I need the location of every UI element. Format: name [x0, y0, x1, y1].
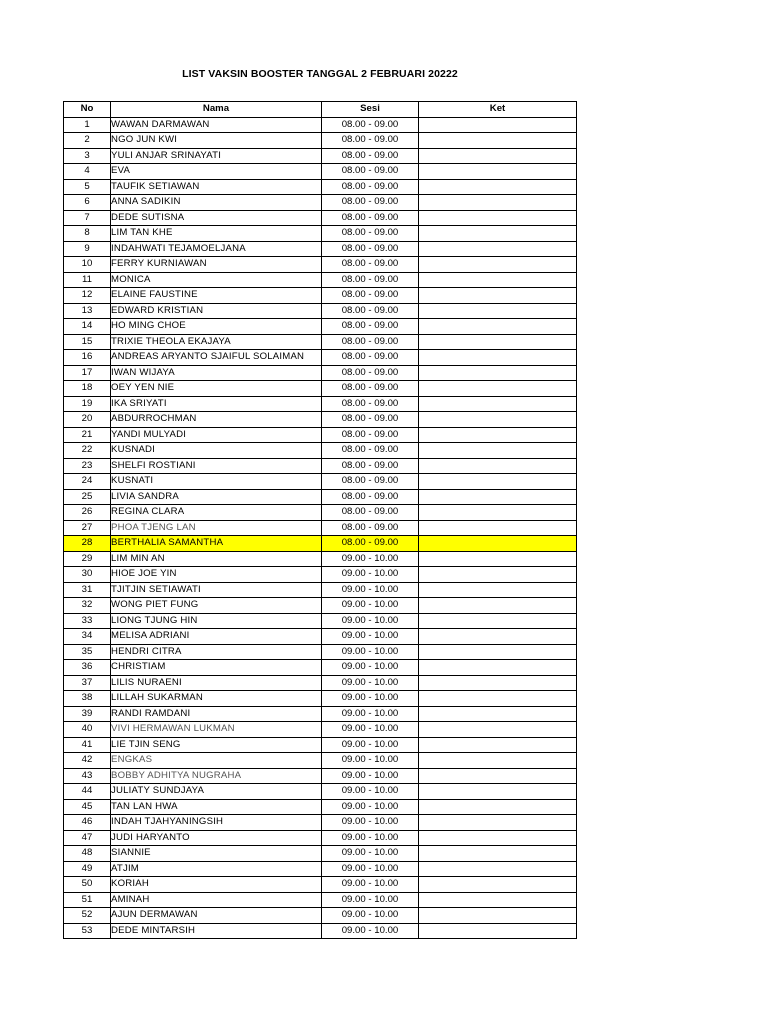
- cell-nama[interactable]: DEDE MINTARSIH: [111, 923, 322, 939]
- cell-no[interactable]: 23: [64, 458, 111, 474]
- cell-ket[interactable]: [419, 412, 577, 428]
- table-row: [64, 768, 577, 784]
- table-row: [64, 877, 577, 893]
- cell-no[interactable]: 1: [64, 117, 111, 133]
- cell-sesi[interactable]: 09.00 - 10.00: [322, 582, 419, 598]
- cell-no[interactable]: 46: [64, 815, 111, 831]
- table-header-row: [64, 102, 577, 118]
- cell-no[interactable]: 25: [64, 489, 111, 505]
- cell-ket[interactable]: [419, 784, 577, 800]
- table-row: [64, 536, 577, 552]
- cell-sesi[interactable]: 08.00 - 09.00: [322, 458, 419, 474]
- cell-no[interactable]: 2: [64, 133, 111, 149]
- cell-sesi[interactable]: 08.00 - 09.00: [322, 474, 419, 490]
- cell-nama[interactable]: LILLAH SUKARMAN: [111, 691, 322, 707]
- cell-nama[interactable]: HIOE JOE YIN: [111, 567, 322, 583]
- cell-ket[interactable]: [419, 582, 577, 598]
- cell-ket[interactable]: [419, 365, 577, 381]
- table-row: [64, 257, 577, 273]
- table-row: [64, 412, 577, 428]
- table-row: [64, 644, 577, 660]
- table-row: [64, 427, 577, 443]
- cell-sesi[interactable]: 08.00 - 09.00: [322, 179, 419, 195]
- table-row: [64, 753, 577, 769]
- table-row: [64, 892, 577, 908]
- cell-ket[interactable]: [419, 706, 577, 722]
- cell-no[interactable]: 45: [64, 799, 111, 815]
- cell-sesi[interactable]: 09.00 - 10.00: [322, 877, 419, 893]
- cell-nama[interactable]: LILIS NURAENI: [111, 675, 322, 691]
- cell-sesi[interactable]: 08.00 - 09.00: [322, 195, 419, 211]
- cell-sesi[interactable]: 08.00 - 09.00: [322, 505, 419, 521]
- cell-no[interactable]: 29: [64, 551, 111, 567]
- cell-sesi[interactable]: 08.00 - 09.00: [322, 272, 419, 288]
- cell-no[interactable]: 7: [64, 210, 111, 226]
- cell-sesi[interactable]: 08.00 - 09.00: [322, 117, 419, 133]
- cell-no[interactable]: 39: [64, 706, 111, 722]
- cell-ket[interactable]: [419, 861, 577, 877]
- cell-ket[interactable]: [419, 908, 577, 924]
- table-row: [64, 551, 577, 567]
- cell-no[interactable]: 50: [64, 877, 111, 893]
- cell-sesi[interactable]: 08.00 - 09.00: [322, 396, 419, 412]
- cell-sesi[interactable]: 08.00 - 09.00: [322, 319, 419, 335]
- cell-no[interactable]: 32: [64, 598, 111, 614]
- cell-no[interactable]: 10: [64, 257, 111, 273]
- cell-no[interactable]: 48: [64, 846, 111, 862]
- table-row: [64, 288, 577, 304]
- cell-ket[interactable]: [419, 675, 577, 691]
- cell-ket[interactable]: [419, 536, 577, 552]
- table-row: [64, 350, 577, 366]
- cell-sesi[interactable]: 08.00 - 09.00: [322, 427, 419, 443]
- table-row: [64, 365, 577, 381]
- cell-no[interactable]: 49: [64, 861, 111, 877]
- cell-no[interactable]: 22: [64, 443, 111, 459]
- table-row: [64, 226, 577, 242]
- table-row: [64, 908, 577, 924]
- cell-sesi[interactable]: 08.00 - 09.00: [322, 489, 419, 505]
- cell-nama[interactable]: TRIXIE THEOLA EKAJAYA: [111, 334, 322, 350]
- cell-sesi[interactable]: 08.00 - 09.00: [322, 412, 419, 428]
- cell-ket[interactable]: [419, 923, 577, 939]
- cell-no[interactable]: 20: [64, 412, 111, 428]
- cell-ket[interactable]: [419, 660, 577, 676]
- table-row: [64, 706, 577, 722]
- cell-ket[interactable]: [419, 815, 577, 831]
- cell-no[interactable]: 52: [64, 908, 111, 924]
- cell-sesi[interactable]: 09.00 - 10.00: [322, 846, 419, 862]
- cell-nama[interactable]: VIVI HERMAWAN LUKMAN: [111, 722, 322, 738]
- table-row: [64, 396, 577, 412]
- cell-nama[interactable]: ABDURROCHMAN: [111, 412, 322, 428]
- cell-sesi[interactable]: 08.00 - 09.00: [322, 257, 419, 273]
- cell-nama[interactable]: PHOA TJENG LAN: [111, 520, 322, 536]
- cell-sesi[interactable]: 08.00 - 09.00: [322, 443, 419, 459]
- cell-no[interactable]: 9: [64, 241, 111, 257]
- cell-nama[interactable]: EVA: [111, 164, 322, 180]
- cell-ket[interactable]: [419, 830, 577, 846]
- cell-no[interactable]: 6: [64, 195, 111, 211]
- cell-sesi[interactable]: 09.00 - 10.00: [322, 660, 419, 676]
- table-row: [64, 334, 577, 350]
- cell-sesi[interactable]: 09.00 - 10.00: [322, 598, 419, 614]
- cell-nama[interactable]: BOBBY ADHITYA NUGRAHA: [111, 768, 322, 784]
- cell-sesi[interactable]: 08.00 - 09.00: [322, 241, 419, 257]
- cell-ket[interactable]: [419, 768, 577, 784]
- cell-nama[interactable]: MELISA ADRIANI: [111, 629, 322, 645]
- cell-nama[interactable]: HENDRI CITRA: [111, 644, 322, 660]
- header-nama[interactable]: Nama: [111, 102, 322, 118]
- cell-no[interactable]: 40: [64, 722, 111, 738]
- cell-nama[interactable]: ANDREAS ARYANTO SJAIFUL SOLAIMAN: [111, 350, 322, 366]
- cell-nama[interactable]: TAN LAN HWA: [111, 799, 322, 815]
- cell-ket[interactable]: [419, 691, 577, 707]
- cell-nama[interactable]: IWAN WIJAYA: [111, 365, 322, 381]
- cell-no[interactable]: 15: [64, 334, 111, 350]
- table-row: [64, 660, 577, 676]
- cell-nama[interactable]: INDAH TJAHYANINGSIH: [111, 815, 322, 831]
- cell-sesi[interactable]: 09.00 - 10.00: [322, 629, 419, 645]
- cell-nama[interactable]: EDWARD KRISTIAN: [111, 303, 322, 319]
- cell-nama[interactable]: JUDI HARYANTO: [111, 830, 322, 846]
- table-row: [64, 675, 577, 691]
- cell-ket[interactable]: [419, 846, 577, 862]
- cell-no[interactable]: 43: [64, 768, 111, 784]
- cell-nama[interactable]: RANDI RAMDANI: [111, 706, 322, 722]
- table-row: [64, 474, 577, 490]
- cell-ket[interactable]: [419, 133, 577, 149]
- cell-nama[interactable]: FERRY KURNIAWAN: [111, 257, 322, 273]
- cell-sesi[interactable]: 09.00 - 10.00: [322, 923, 419, 939]
- cell-no[interactable]: 5: [64, 179, 111, 195]
- table-row: [64, 722, 577, 738]
- table-row: [64, 489, 577, 505]
- cell-nama[interactable]: YANDI MULYADI: [111, 427, 322, 443]
- cell-no[interactable]: 12: [64, 288, 111, 304]
- cell-ket[interactable]: [419, 505, 577, 521]
- cell-nama[interactable]: KUSNADI: [111, 443, 322, 459]
- cell-nama[interactable]: ATJIM: [111, 861, 322, 877]
- table-body: [64, 117, 577, 939]
- cell-no[interactable]: 51: [64, 892, 111, 908]
- cell-no[interactable]: 37: [64, 675, 111, 691]
- table-row: [64, 567, 577, 583]
- cell-ket[interactable]: [419, 334, 577, 350]
- cell-nama[interactable]: AMINAH: [111, 892, 322, 908]
- table-row: [64, 861, 577, 877]
- cell-no[interactable]: 34: [64, 629, 111, 645]
- table-row: [64, 784, 577, 800]
- header-no[interactable]: No: [64, 102, 111, 118]
- cell-sesi[interactable]: 09.00 - 10.00: [322, 551, 419, 567]
- cell-sesi[interactable]: 08.00 - 09.00: [322, 334, 419, 350]
- cell-nama[interactable]: AJUN DERMAWAN: [111, 908, 322, 924]
- cell-no[interactable]: 27: [64, 520, 111, 536]
- table-row: [64, 272, 577, 288]
- cell-nama[interactable]: MONICA: [111, 272, 322, 288]
- cell-nama[interactable]: INDAHWATI TEJAMOELJANA: [111, 241, 322, 257]
- cell-ket[interactable]: [419, 303, 577, 319]
- table-row: [64, 737, 577, 753]
- table-row: [64, 799, 577, 815]
- cell-sesi[interactable]: 09.00 - 10.00: [322, 675, 419, 691]
- cell-nama[interactable]: YULI ANJAR SRINAYATI: [111, 148, 322, 164]
- cell-nama[interactable]: SIANNIE: [111, 846, 322, 862]
- cell-ket[interactable]: [419, 396, 577, 412]
- cell-ket[interactable]: [419, 241, 577, 257]
- cell-sesi[interactable]: 09.00 - 10.00: [322, 722, 419, 738]
- cell-no[interactable]: 4: [64, 164, 111, 180]
- table-row: [64, 520, 577, 536]
- table-row: [64, 582, 577, 598]
- cell-nama[interactable]: NGO JUN KWI: [111, 133, 322, 149]
- cell-nama[interactable]: IKA SRIYATI: [111, 396, 322, 412]
- cell-sesi[interactable]: 09.00 - 10.00: [322, 892, 419, 908]
- cell-sesi[interactable]: 09.00 - 10.00: [322, 815, 419, 831]
- table-row: [64, 443, 577, 459]
- cell-nama[interactable]: BERTHALIA SAMANTHA: [111, 536, 322, 552]
- cell-nama[interactable]: HO MING CHOE: [111, 319, 322, 335]
- cell-sesi[interactable]: 08.00 - 09.00: [322, 164, 419, 180]
- cell-ket[interactable]: [419, 319, 577, 335]
- cell-no[interactable]: 24: [64, 474, 111, 490]
- cell-no[interactable]: 17: [64, 365, 111, 381]
- cell-nama[interactable]: TAUFIK SETIAWAN: [111, 179, 322, 195]
- cell-no[interactable]: 21: [64, 427, 111, 443]
- cell-sesi[interactable]: 09.00 - 10.00: [322, 567, 419, 583]
- cell-nama[interactable]: KORIAH: [111, 877, 322, 893]
- cell-ket[interactable]: [419, 257, 577, 273]
- cell-no[interactable]: 30: [64, 567, 111, 583]
- cell-ket[interactable]: [419, 799, 577, 815]
- cell-no[interactable]: 18: [64, 381, 111, 397]
- cell-ket[interactable]: [419, 288, 577, 304]
- cell-sesi[interactable]: 08.00 - 09.00: [322, 536, 419, 552]
- cell-sesi[interactable]: 09.00 - 10.00: [322, 706, 419, 722]
- cell-ket[interactable]: [419, 753, 577, 769]
- cell-ket[interactable]: [419, 629, 577, 645]
- cell-ket[interactable]: [419, 210, 577, 226]
- cell-nama[interactable]: REGINA CLARA: [111, 505, 322, 521]
- cell-ket[interactable]: [419, 179, 577, 195]
- cell-ket[interactable]: [419, 195, 577, 211]
- cell-no[interactable]: 11: [64, 272, 111, 288]
- cell-nama[interactable]: LIVIA SANDRA: [111, 489, 322, 505]
- cell-no[interactable]: 31: [64, 582, 111, 598]
- table-row: [64, 815, 577, 831]
- cell-ket[interactable]: [419, 598, 577, 614]
- table-row: [64, 381, 577, 397]
- cell-nama[interactable]: OEY YEN NIE: [111, 381, 322, 397]
- cell-ket[interactable]: [419, 737, 577, 753]
- cell-sesi[interactable]: 08.00 - 09.00: [322, 148, 419, 164]
- cell-sesi[interactable]: 09.00 - 10.00: [322, 613, 419, 629]
- table-row: [64, 210, 577, 226]
- table-row: [64, 319, 577, 335]
- cell-nama[interactable]: JULIATY SUNDJAYA: [111, 784, 322, 800]
- cell-nama[interactable]: ANNA SADIKIN: [111, 195, 322, 211]
- cell-ket[interactable]: [419, 458, 577, 474]
- cell-sesi[interactable]: 08.00 - 09.00: [322, 365, 419, 381]
- cell-ket[interactable]: [419, 892, 577, 908]
- header-sesi[interactable]: Sesi: [322, 102, 419, 118]
- table-row: [64, 923, 577, 939]
- cell-ket[interactable]: [419, 520, 577, 536]
- cell-no[interactable]: 16: [64, 350, 111, 366]
- cell-nama[interactable]: KUSNATI: [111, 474, 322, 490]
- cell-nama[interactable]: LIONG TJUNG HIN: [111, 613, 322, 629]
- cell-ket[interactable]: [419, 722, 577, 738]
- table-row: [64, 691, 577, 707]
- cell-sesi[interactable]: 08.00 - 09.00: [322, 288, 419, 304]
- table-row: [64, 148, 577, 164]
- cell-nama[interactable]: TJITJIN SETIAWATI: [111, 582, 322, 598]
- table-row: [64, 598, 577, 614]
- cell-sesi[interactable]: 09.00 - 10.00: [322, 830, 419, 846]
- cell-no[interactable]: 14: [64, 319, 111, 335]
- cell-sesi[interactable]: 09.00 - 10.00: [322, 799, 419, 815]
- table-row: [64, 133, 577, 149]
- cell-ket[interactable]: [419, 226, 577, 242]
- cell-no[interactable]: 26: [64, 505, 111, 521]
- table-row: [64, 164, 577, 180]
- cell-sesi[interactable]: 09.00 - 10.00: [322, 753, 419, 769]
- cell-ket[interactable]: [419, 443, 577, 459]
- cell-sesi[interactable]: 08.00 - 09.00: [322, 133, 419, 149]
- cell-ket[interactable]: [419, 427, 577, 443]
- table-row: [64, 195, 577, 211]
- table-row: [64, 613, 577, 629]
- cell-no[interactable]: 36: [64, 660, 111, 676]
- cell-nama[interactable]: LIM MIN AN: [111, 551, 322, 567]
- cell-sesi[interactable]: 08.00 - 09.00: [322, 303, 419, 319]
- cell-sesi[interactable]: 09.00 - 10.00: [322, 768, 419, 784]
- table-row: [64, 117, 577, 133]
- cell-ket[interactable]: [419, 567, 577, 583]
- cell-ket[interactable]: [419, 644, 577, 660]
- cell-nama[interactable]: LIM TAN KHE: [111, 226, 322, 242]
- cell-nama[interactable]: ENGKAS: [111, 753, 322, 769]
- cell-ket[interactable]: [419, 613, 577, 629]
- table-row: [64, 179, 577, 195]
- cell-ket[interactable]: [419, 489, 577, 505]
- cell-sesi[interactable]: 09.00 - 10.00: [322, 644, 419, 660]
- cell-no[interactable]: 41: [64, 737, 111, 753]
- cell-sesi[interactable]: 09.00 - 10.00: [322, 908, 419, 924]
- table-row: [64, 629, 577, 645]
- cell-sesi[interactable]: 08.00 - 09.00: [322, 210, 419, 226]
- cell-no[interactable]: 13: [64, 303, 111, 319]
- cell-ket[interactable]: [419, 551, 577, 567]
- cell-no[interactable]: 35: [64, 644, 111, 660]
- cell-no[interactable]: 44: [64, 784, 111, 800]
- cell-no[interactable]: 42: [64, 753, 111, 769]
- cell-sesi[interactable]: 08.00 - 09.00: [322, 350, 419, 366]
- cell-ket[interactable]: [419, 117, 577, 133]
- cell-ket[interactable]: [419, 148, 577, 164]
- cell-no[interactable]: 47: [64, 830, 111, 846]
- cell-ket[interactable]: [419, 474, 577, 490]
- cell-nama[interactable]: SHELFI ROSTIANI: [111, 458, 322, 474]
- cell-sesi[interactable]: 09.00 - 10.00: [322, 737, 419, 753]
- table-row: [64, 458, 577, 474]
- header-ket[interactable]: Ket: [419, 102, 577, 118]
- cell-nama[interactable]: WONG PIET FUNG: [111, 598, 322, 614]
- document-title: LIST VAKSIN BOOSTER TANGGAL 2 FEBRUARI 20222: [182, 68, 458, 80]
- cell-no[interactable]: 38: [64, 691, 111, 707]
- cell-nama[interactable]: LIE TJIN SENG: [111, 737, 322, 753]
- cell-no[interactable]: 19: [64, 396, 111, 412]
- cell-sesi[interactable]: 08.00 - 09.00: [322, 381, 419, 397]
- cell-sesi[interactable]: 09.00 - 10.00: [322, 784, 419, 800]
- cell-nama[interactable]: CHRISTIAM: [111, 660, 322, 676]
- cell-ket[interactable]: [419, 164, 577, 180]
- cell-ket[interactable]: [419, 350, 577, 366]
- table-row: [64, 505, 577, 521]
- cell-sesi[interactable]: 08.00 - 09.00: [322, 226, 419, 242]
- cell-sesi[interactable]: 09.00 - 10.00: [322, 691, 419, 707]
- cell-nama[interactable]: WAWAN DARMAWAN: [111, 117, 322, 133]
- cell-nama[interactable]: DEDE SUTISNA: [111, 210, 322, 226]
- table-row: [64, 846, 577, 862]
- vaccine-list-table: [63, 101, 577, 939]
- cell-no[interactable]: 3: [64, 148, 111, 164]
- cell-no[interactable]: 53: [64, 923, 111, 939]
- table-row: [64, 303, 577, 319]
- table-row: [64, 241, 577, 257]
- cell-ket[interactable]: [419, 877, 577, 893]
- cell-sesi[interactable]: 08.00 - 09.00: [322, 520, 419, 536]
- table-row: [64, 830, 577, 846]
- cell-ket[interactable]: [419, 381, 577, 397]
- cell-ket[interactable]: [419, 272, 577, 288]
- cell-no[interactable]: 33: [64, 613, 111, 629]
- cell-sesi[interactable]: 09.00 - 10.00: [322, 861, 419, 877]
- cell-no[interactable]: 8: [64, 226, 111, 242]
- cell-no[interactable]: 28: [64, 536, 111, 552]
- cell-nama[interactable]: ELAINE FAUSTINE: [111, 288, 322, 304]
